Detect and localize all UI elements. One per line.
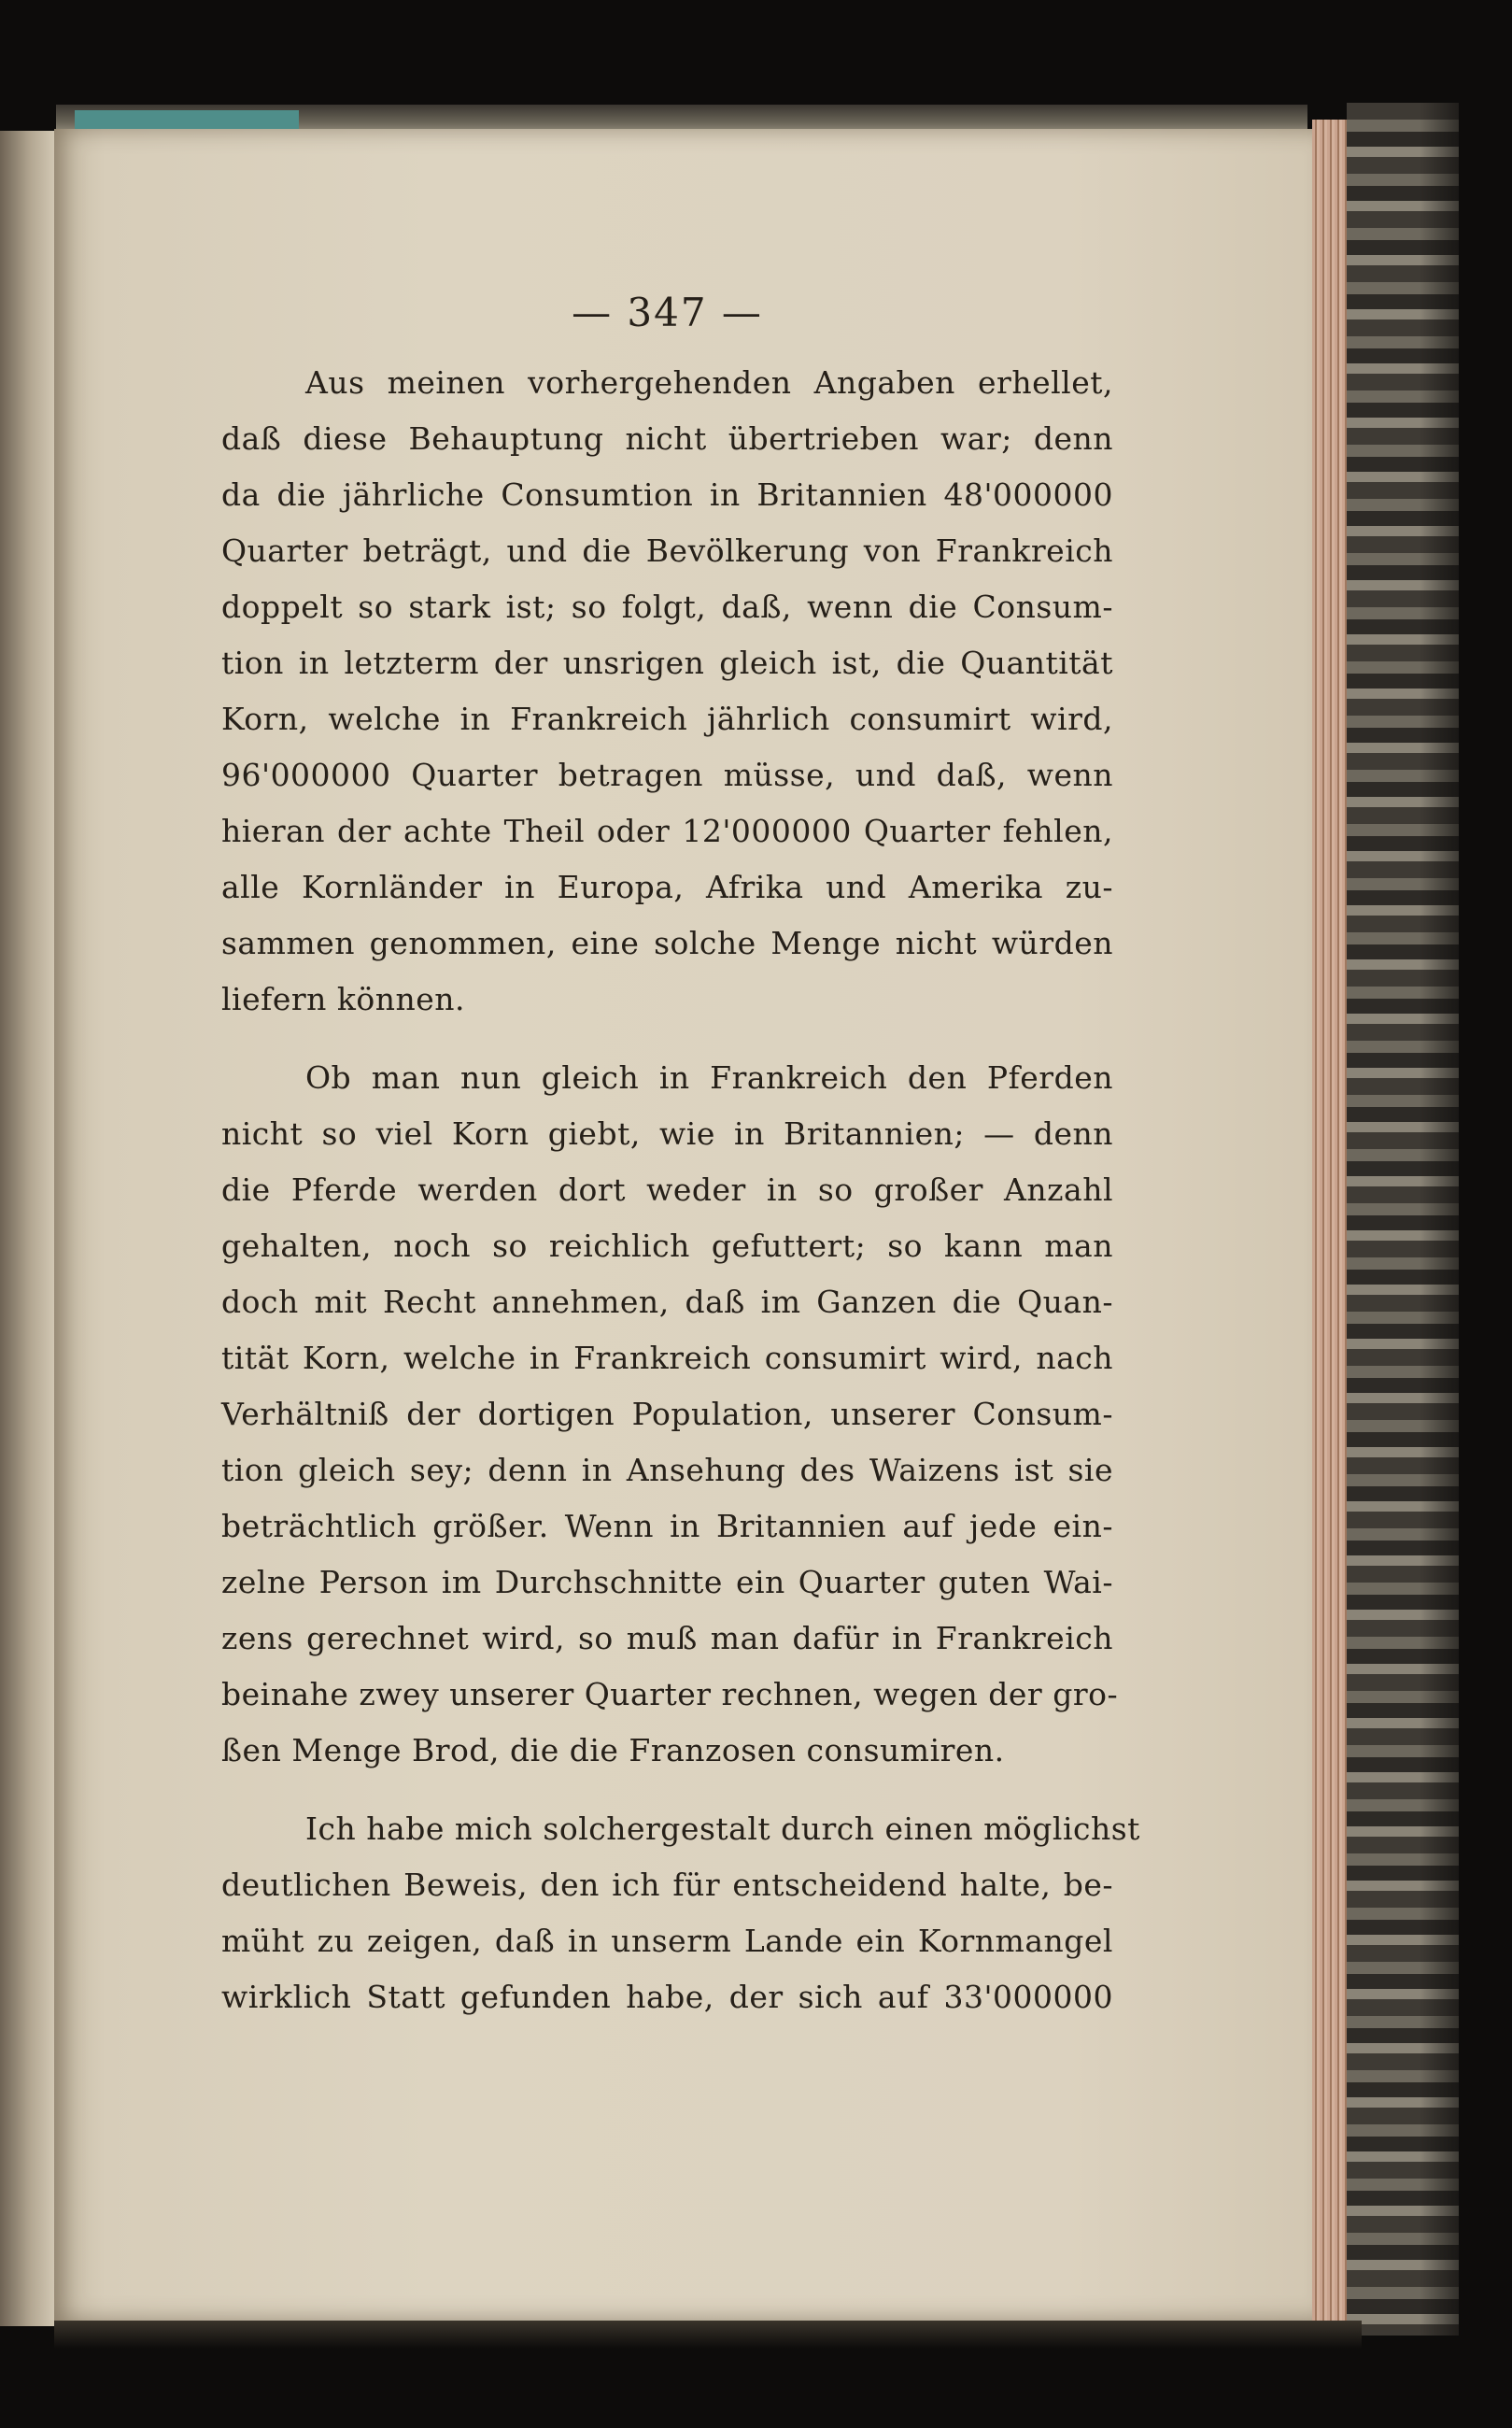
page-text — [221, 271, 1140, 2025]
text-line: beträchtlich größer. Wenn in Britannien auf jede ein- — [221, 1508, 1113, 1544]
page-number: — 347 — — [572, 290, 763, 335]
text-line: müht zu zeigen, daß in unserm Lande ein Kornmangel — [221, 1923, 1113, 1959]
text-line: daß diese Behauptung nicht übertrieben war; denn — [221, 420, 1113, 457]
text-line: tion in letzterm der unsrigen gleich ist, die Quantität — [221, 645, 1113, 681]
text-line: ßen Menge Brod, die die Franzosen consumiren. — [221, 1732, 1005, 1768]
text-line: zens gerechnet wird, so muß man dafür in Frankreich — [221, 1620, 1113, 1656]
text-line: Korn, welche in Frankreich jährlich consumirt wird, — [221, 701, 1113, 737]
text-line: hieran der achte Theil oder 12'000000 Quarter fehlen, — [221, 813, 1113, 849]
left-page-edge — [0, 131, 56, 2326]
paragraph-2 — [221, 1050, 1119, 1779]
paragraph-1 — [221, 355, 1113, 1028]
paragraph-gap — [221, 1779, 1113, 1801]
text-line: zelne Person im Durchschnitte ein Quarter guten Wai- — [221, 1564, 1113, 1600]
paragraph-gap — [221, 1028, 1113, 1050]
text-line: die Pferde werden dort weder in so großer Anzahl — [221, 1171, 1113, 1208]
text-line: alle Kornländer in Europa, Afrika und Amerika zu- — [221, 869, 1113, 905]
text-line: da die jährliche Consumtion in Britannien 48'000000 — [221, 476, 1113, 513]
text-line: sammen genommen, eine solche Menge nicht würden — [221, 925, 1113, 961]
text-line: doppelt so stark ist; so folgt, daß, wenn die Consum- — [221, 589, 1113, 625]
text-line: wirklich Statt gefunden habe, der sich auf 33'000000 — [221, 1979, 1113, 2015]
text-line: 96'000000 Quarter betragen müsse, und daß, wenn — [221, 757, 1113, 793]
text-line: deutlichen Beweis, den ich für entscheidend halte, be- — [221, 1867, 1113, 1903]
text-line: tion gleich sey; denn in Ansehung des Waizens ist sie — [221, 1452, 1113, 1488]
text-line: doch mit Recht annehmen, daß im Ganzen die Quan- — [221, 1284, 1113, 1320]
text-line: Quarter beträgt, und die Bevölkerung von Frankreich — [221, 532, 1113, 569]
text-line: beinahe zwey unserer Quarter rechnen, wegen der gro- — [221, 1676, 1119, 1712]
spine-shadow — [1420, 103, 1512, 2336]
bookmark-strip — [75, 110, 299, 129]
text-line: Ob man nun gleich in Frankreich den Pferden — [305, 1059, 1113, 1096]
text-line: Verhältniß der dortigen Population, unserer Consum- — [221, 1396, 1113, 1432]
bottom-page-edge — [54, 2321, 1362, 2349]
text-line: Aus meinen vorhergehenden Angaben erhellet, — [305, 364, 1113, 401]
text-line: liefern können. — [221, 981, 466, 1017]
text-line: nicht so viel Korn giebt, wie in Britannien; — denn — [221, 1115, 1113, 1152]
text-line: tität Korn, welche in Frankreich consumirt wird, nach — [221, 1340, 1113, 1376]
text-line: gehalten, noch so reichlich gefuttert; so kann man — [221, 1228, 1113, 1264]
paragraph-3 — [221, 1801, 1140, 2025]
text-line: Ich habe mich solchergestalt durch einen möglichst — [305, 1810, 1140, 1847]
right-page-edges — [1312, 120, 1349, 2330]
